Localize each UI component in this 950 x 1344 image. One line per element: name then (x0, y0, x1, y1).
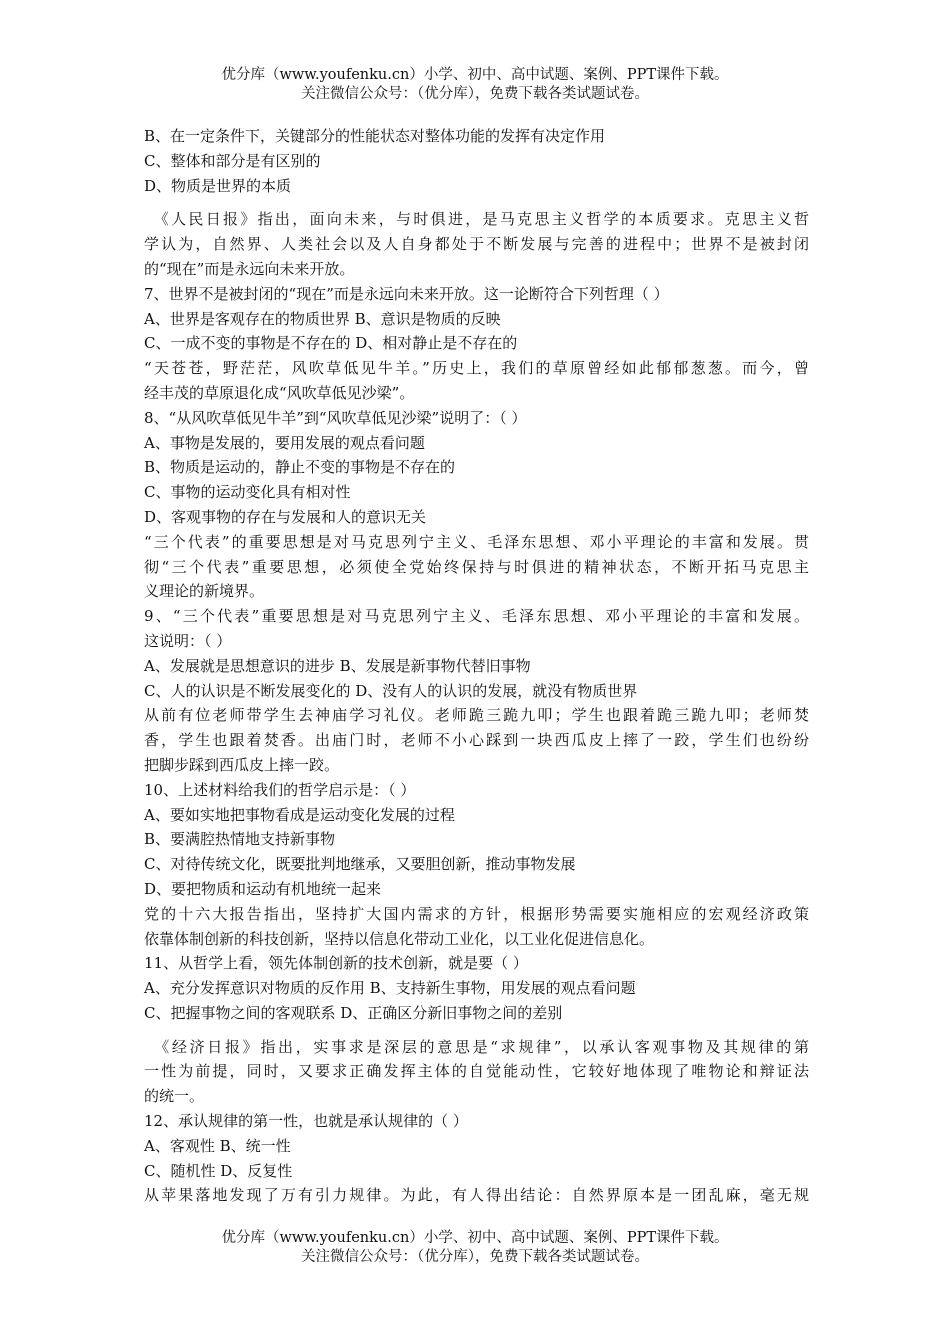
document-body (144, 124, 809, 1208)
text-line: 义理论的新境界。 (144, 582, 265, 601)
text-line: 《人民日报》指出，面向未来，与时俱进，是马克思主义哲学的本质要求。克思主义哲 (144, 210, 809, 229)
text-block (144, 1035, 809, 1209)
page-header (0, 66, 950, 104)
text-line: 从前有位老师带学生去神庙学习礼仪。老师跪三跪九叩；学生也跟着跪三跪九叩；老师焚 (144, 706, 809, 725)
text-line: A、要如实地把事物看成是运动变化发展的过程 (144, 805, 455, 824)
text-line: 香，学生也跟着焚香。出庙门时，老师不小心踩到一块西瓜皮上摔了一跤，学生们也纷纷 (144, 731, 809, 750)
text-line: 12、承认规律的第一性，也就是承认规律的（ ） (144, 1112, 468, 1131)
header-line-2: 关注微信公众号：（优分库），免费下载各类试题试卷。 (301, 86, 649, 102)
text-line: A、事物是发展的，要用发展的观点看问题 (144, 433, 425, 452)
text-line: 8、“从风吹草低见牛羊”到“风吹草低见沙梁”说明了：（ ） (144, 408, 527, 427)
text-line: 《经济日报》指出，实事求是深层的意思是“求规律”，以承认客观事物及其规律的第 (144, 1037, 809, 1056)
text-line: C、事物的运动变化具有相对性 (144, 483, 351, 502)
text-line: 的统一。 (144, 1087, 205, 1106)
text-line: B、要满腔热情地支持新事物 (144, 830, 336, 849)
text-line: 这说明：（ ） (144, 631, 232, 650)
text-line: 10、上述材料给我们的哲学启示是：（ ） (144, 780, 416, 799)
footer-line-1: 优分库（www.youfenku.cn）小学、初中、高中试题、案例、PPT课件下载。 (221, 1230, 729, 1246)
text-line: C、人的认识是不断发展变化的 D、没有人的认识的发展，就没有物质世界 (144, 681, 638, 700)
text-line: B、在一定条件下，关键部分的性能状态对整体功能的发挥有决定作用 (144, 127, 606, 145)
text-line: “天苍苍，野茫茫，风吹草低见牛羊。”历史上，我们的草原曾经如此郁郁葱葱。而今，曾 (144, 359, 809, 378)
text-line: D、要把物质和运动有机地统一起来 (144, 879, 382, 898)
paragraph-gap (144, 1026, 809, 1035)
text-line: A、充分发挥意识对物质的反作用 B、支持新生事物，用发展的观点看问题 (144, 979, 636, 998)
paragraph-gap (144, 198, 809, 207)
text-line: C、把握事物之间的客观联系 D、正确区分新旧事物之间的差别 (144, 1003, 563, 1022)
text-line: 把脚步踩到西瓜皮上摔一跤。 (144, 755, 340, 774)
text-line: 党的十六大报告指出，坚持扩大国内需求的方针，根据形势需要实施相应的宏观经济政策 (144, 904, 809, 923)
text-line: C、一成不变的事物是不存在的 D、相对静止是不存在的 (144, 334, 518, 353)
page-footer (0, 1229, 950, 1267)
text-line: “三个代表”的重要思想是对马克思列宁主义、毛泽东思想、邓小平理论的丰富和发展。贯 (144, 532, 809, 551)
text-line: A、客观性 B、统一性 (144, 1136, 291, 1155)
text-line: A、世界是客观存在的物质世界 B、意识是物质的反映 (144, 309, 501, 328)
footer-line-2: 关注微信公众号：（优分库），免费下载各类试题试卷。 (301, 1249, 649, 1265)
text-line: 彻“三个代表”重要思想，必须使全党始终保持与时俱进的精神状态，不断开拓马克思主 (144, 557, 809, 576)
text-line: D、客观事物的存在与发展和人的意识无关 (144, 507, 427, 526)
text-line: 7、世界不是被封闭的“现在”而是永远向未来开放。这一论断符合下列哲理（ ） (144, 284, 669, 303)
text-line: C、对待传统文化，既要批判地继承，又要胆创新，推动事物发展 (144, 855, 576, 874)
text-line: 的“现在”而是永远向未来开放。 (144, 259, 355, 278)
text-line: 一性为前提，同时，又要求正确发挥主体的自觉能动性，它较好地体现了唯物论和辩证法 (144, 1062, 809, 1081)
text-line: 9、“三个代表”重要思想是对马克思列宁主义、毛泽东思想、邓小平理论的丰富和发展。 (144, 607, 809, 626)
text-line: 11、从哲学上看，领先体制创新的技术创新，就是要（ ） (144, 954, 528, 973)
header-line-1: 优分库（www.youfenku.cn）小学、初中、高中试题、案例、PPT课件下载。 (221, 67, 729, 83)
text-line: C、随机性 D、反复性 (144, 1161, 293, 1180)
text-line: 从苹果落地发现了万有引力规律。为此，有人得出结论：自然界原本是一团乱麻，毫无规 (144, 1186, 809, 1205)
text-block (144, 124, 809, 198)
text-line: C、整体和部分是有区别的 (144, 151, 321, 170)
text-line: B、物质是运动的，静止不变的事物是不存在的 (144, 458, 456, 477)
text-line: 经丰茂的草原退化成“风吹草低见沙梁”。 (144, 383, 415, 402)
text-line: 学认为，自然界、人类社会以及人自身都处于不断发展与完善的进程中；世界不是被封闭 (144, 235, 809, 254)
text-line: D、物质是世界的本质 (144, 176, 292, 195)
text-line: A、发展就是思想意识的进步 B、发展是新事物代替旧事物 (144, 656, 531, 675)
text-block (144, 207, 809, 1025)
text-line: 依靠体制创新的科技创新，坚持以信息化带动工业化，以工业化促进信息化。 (144, 929, 655, 948)
